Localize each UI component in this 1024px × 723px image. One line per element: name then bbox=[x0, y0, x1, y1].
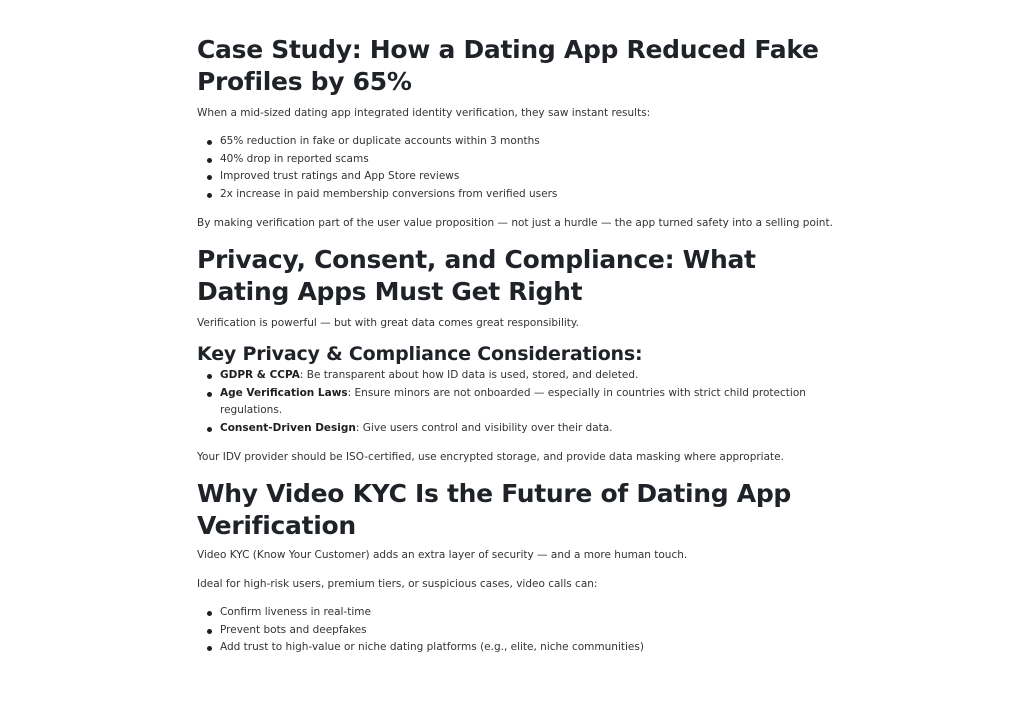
list-item bbox=[220, 420, 837, 438]
privacy-intro: Verification is powerful — but with great data comes great responsibility. bbox=[197, 317, 579, 329]
case-study-intro: When a mid-sized dating app integrated identity verification, they saw instant results: bbox=[197, 107, 651, 119]
list-item: Add trust to high-value or niche dating platforms (e.g., elite, niche communities) bbox=[220, 639, 837, 657]
article-content bbox=[197, 34, 837, 657]
case-study-closing: By making verification part of the user value proposition — not just a hurdle — the app turned safety into a selling point. bbox=[197, 217, 833, 229]
list-item: 2x increase in paid membership conversions from verified users bbox=[220, 186, 837, 204]
privacy-closing: Your IDV provider should be ISO-certified, use encrypted storage, and provide data masking where appropriate. bbox=[197, 451, 784, 463]
video-kyc-benefits-list bbox=[197, 604, 837, 657]
case-study-results-list bbox=[197, 133, 837, 203]
list-item: 65% reduction in fake or duplicate accounts within 3 months bbox=[220, 133, 837, 151]
list-item bbox=[220, 385, 837, 420]
video-kyc-lead: Ideal for high-risk users, premium tiers, or suspicious cases, video calls can: bbox=[197, 578, 598, 590]
list-item-text: : Ensure minors are not onboarded — especially in countries with strict child protection regulations. bbox=[220, 386, 806, 416]
video-kyc-heading: Why Video KYC Is the Future of Dating App Verification bbox=[197, 479, 792, 540]
privacy-considerations-list bbox=[197, 367, 837, 437]
case-study-heading: Case Study: How a Dating App Reduced Fake Profiles by 65% bbox=[197, 35, 819, 96]
list-item: Confirm liveness in real-time bbox=[220, 604, 837, 622]
list-item: Improved trust ratings and App Store reviews bbox=[220, 168, 837, 186]
list-item-text: : Be transparent about how ID data is used, stored, and deleted. bbox=[299, 369, 639, 381]
privacy-subheading: Key Privacy & Compliance Considerations: bbox=[197, 343, 643, 365]
video-kyc-intro: Video KYC (Know Your Customer) adds an extra layer of security — and a more human touch. bbox=[197, 549, 688, 561]
privacy-heading: Privacy, Consent, and Compliance: What Dating Apps Must Get Right bbox=[197, 245, 756, 306]
list-item-term: Age Verification Laws bbox=[220, 386, 348, 399]
list-item-term: GDPR & CCPA bbox=[220, 369, 300, 381]
list-item bbox=[220, 367, 837, 385]
list-item: 40% drop in reported scams bbox=[220, 151, 837, 169]
list-item-text: : Give users control and visibility over their data. bbox=[355, 421, 613, 434]
list-item-term: Consent-Driven Design bbox=[220, 421, 356, 434]
list-item: Prevent bots and deepfakes bbox=[220, 622, 837, 640]
